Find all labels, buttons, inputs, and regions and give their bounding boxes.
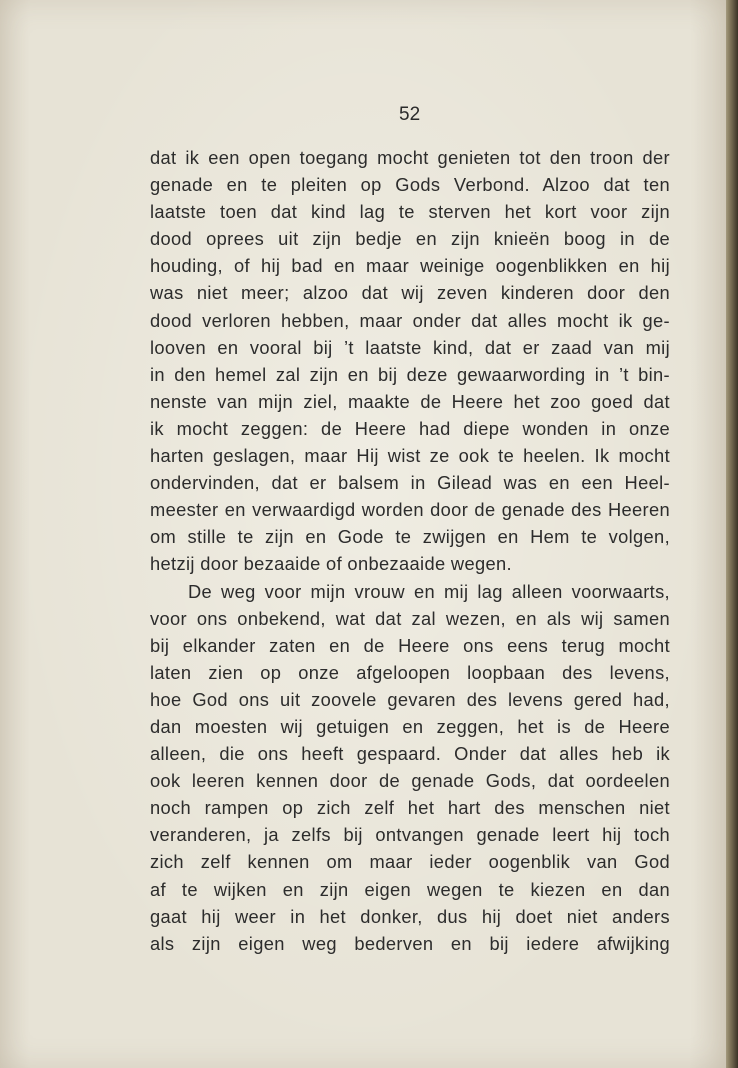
text-line: dat ik een open toegang mocht genieten tot den troon der — [150, 147, 670, 168]
text-line: meester en verwaardigd worden door de genade des Heeren — [150, 499, 670, 521]
text-line: om stille te zijn en Gode te zwijgen en Hem te volgen, — [150, 526, 670, 548]
text-line: noch rampen op zich zelf het hart des menschen niet — [150, 797, 670, 819]
text-line: gaat hij weer in het donker, dus hij doet niet anders — [150, 905, 670, 927]
text-line: laten zien op onze afgeloopen loopbaan des levens, — [150, 661, 670, 683]
text-line: genade en te pleiten op Gods Verbond. Alzoo dat ten — [150, 174, 670, 196]
text-line: zich zelf kennen om maar ieder oogenblik van God — [150, 851, 670, 873]
text-line: laatste toen dat kind lag te sterven het kort voor zijn — [150, 201, 670, 223]
text-line: nenste van mijn ziel, maakte de Heere het zoo goed dat — [150, 390, 670, 412]
text-line: hoe God ons uit zoovele gevaren des levens gered had, — [150, 688, 670, 710]
text-line: alleen, die ons heeft gespaard. Onder dat alles heb ik — [150, 743, 670, 765]
text-line: ondervinden, dat er balsem in Gilead was en een Heel- — [150, 472, 670, 494]
text-line: af te wijken en zijn eigen wegen te kiezen en dan — [150, 878, 670, 900]
text-line: houding, of hij bad en maar weinige oogenblikken en hij — [150, 255, 670, 277]
text-line: als zijn eigen weg bederven en bij iedere afwijking — [150, 932, 670, 954]
text-line: looven en vooral bij ’t laatste kind, dat er zaad van mij — [150, 336, 670, 358]
text-line: in den hemel zal zijn en bij deze gewaarwording in ’t bin- — [150, 363, 670, 385]
text-line: was niet meer; alzoo dat wij zeven kinderen door den — [150, 282, 670, 304]
text-line: dood oprees uit zijn bedje en zijn knieën boog in de — [150, 228, 670, 250]
body-text — [150, 144, 670, 957]
text-line: ik mocht zeggen: de Heere had diepe wonden in onze — [150, 417, 670, 439]
text-line: harten geslagen, maar Hij wist ze ook te heelen. Ik mocht — [150, 445, 670, 467]
text-line: veranderen, ja zelfs bij ontvangen genade leert hij toch — [150, 824, 670, 846]
text-line: voor ons onbekend, wat dat zal wezen, en als wij samen — [150, 607, 670, 629]
page-number: 52 — [399, 104, 421, 125]
text-line: dan moesten wij getuigen en zeggen, het is de Heere — [150, 715, 670, 737]
text-line: ook leeren kennen door de genade Gods, dat oordeelen — [150, 770, 670, 792]
paragraph-end-line: hetzij door bezaaide of onbezaaide wegen. — [150, 553, 512, 575]
text-line: bij elkander zaten en de Heere ons eens terug mocht — [150, 634, 670, 656]
text-line: dood verloren hebben, maar onder dat alles mocht ik ge- — [150, 309, 670, 331]
paragraph-start-line: De weg voor mijn vrouw en mij lag alleen voorwaarts, — [188, 580, 670, 602]
